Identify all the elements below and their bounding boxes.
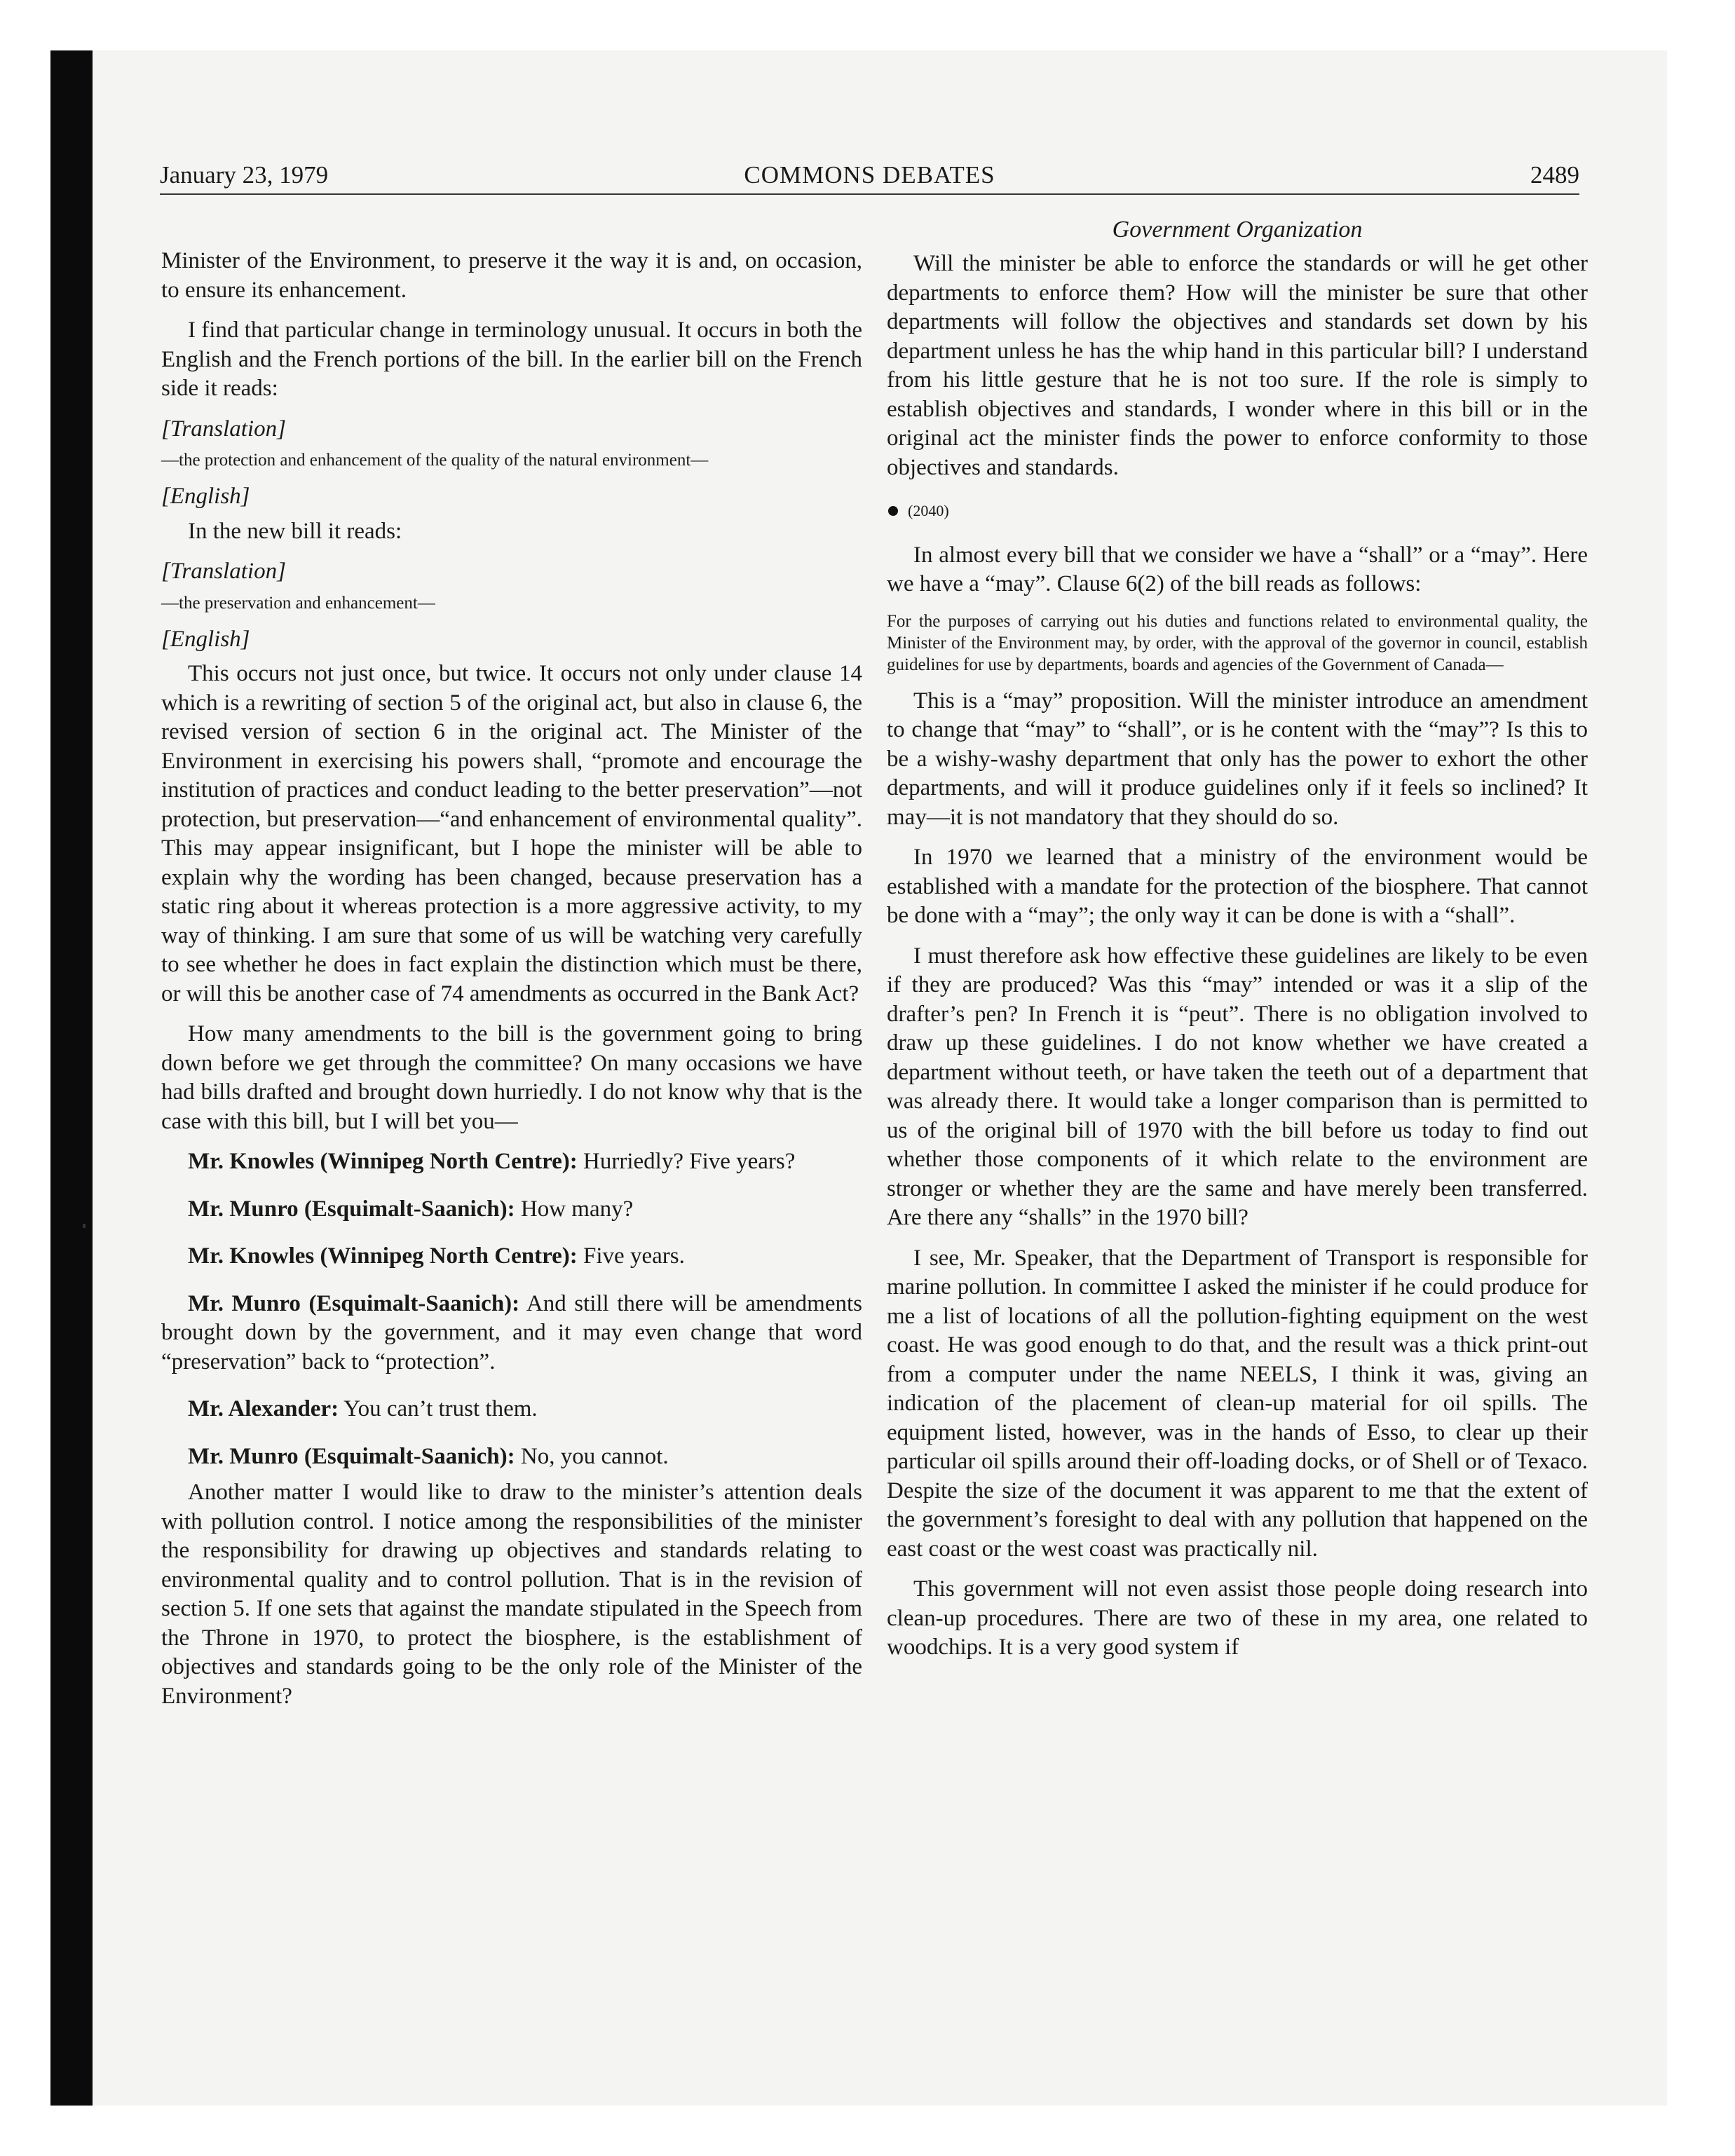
speaker-name: Mr. Knowles (Winnipeg North Centre): (188, 1149, 578, 1174)
paragraph: Minister of the Environment, to preserve it the way it is and, on occasion, to ensure its enhancement. (161, 248, 862, 303)
page-header (160, 160, 1579, 195)
paragraph: How many amendments to the bill is the government going to bring down before we get through the committee? On many occasions we have had bills drafted and brought down hurriedly. I do not know why that is the case with this bill, but I will bet you— (161, 1021, 862, 1134)
speaker-text: And still there will be amendments brought down by the government, and it may even change that word “preservation” back to “protection”. (161, 1290, 862, 1374)
speaker-name: Mr. Munro (Esquimalt-Saanich): (188, 1196, 515, 1222)
time-marker (888, 496, 1588, 526)
paragraph: Will the minister be able to enforce the standards or will he get other departments to enforce them? How will the minister be sure that other departments will follow the objectives and standards set down by his department unless he has the whip hand in this particular bill? I understand from his little gesture that he is not too sure. If the role is simply to establish objectives and standards, I wonder where in this bill or in the original act the minister finds the power to enforce conformity to those objectives and standards. (887, 251, 1588, 480)
right-column (887, 214, 1588, 1674)
time-marker-text: (2040) (908, 502, 949, 519)
speaker-text: How many? (520, 1196, 634, 1222)
quoted-text: For the purposes of carrying out his duties and functions related to environmental quality, the Minister of the Environment may, by order, with the approval of the governor in council, establish guidelines for use by departments, boards and agencies of the Government of Canada— (887, 611, 1588, 674)
quoted-text: —the protection and enhancement of the quality of the natural environment— (161, 451, 709, 470)
paragraph: This is a “may” proposition. Will the minister introduce an amendment to change that “may” to “shall”, or is he content with the “may”? Is this to be a wishy-washy department that only has the power to exhort the other departments, and will it produce guidelines only if it feels so inclined? It may—it is not mandatory that they should do so. (887, 688, 1588, 830)
speaker-text: You can’t trust them. (343, 1396, 538, 1421)
scan-binding-edge (50, 50, 93, 2106)
paragraph: I see, Mr. Speaker, that the Department of Transport is responsible for marine pollution. In committee I asked the minister if he could produce for me a list of locations of all the pollution-fighting equipment on the west coast. He was good enough to do that, and the result was a thick print-out from a computer under the name NEELS, I think it was, giving an indication of the placement of clean-up material for oil spills. The equipment listed, however, was in the hands of Esso, to clear up their particular oil spills around their off-loading docks, or of Shell or of Texaco. Despite the size of the document it was apparent to me that the extent of the government’s foresight to deal with any pollution that happened on the east coast or the west coast was practically nil. (887, 1245, 1588, 1562)
speaker-name: Mr. Munro (Esquimalt-Saanich): (188, 1443, 515, 1469)
scan-artifact (83, 1224, 86, 1228)
section-heading: Government Organization (1112, 217, 1363, 243)
speaker-text: Five years. (583, 1243, 685, 1269)
speaker-entry (161, 1242, 862, 1271)
language-label: [English] (161, 626, 250, 652)
header-date: January 23, 1979 (160, 161, 329, 189)
bullet-icon (888, 506, 898, 516)
language-label: [English] (161, 484, 250, 509)
speaker-name: Mr. Munro (Esquimalt-Saanich): (188, 1290, 520, 1316)
speaker-text: Hurriedly? Five years? (583, 1149, 796, 1174)
language-label: [Translation] (161, 559, 286, 584)
language-label: [Translation] (161, 416, 286, 442)
paragraph: Another matter I would like to draw to the minister’s attention deals with pollution control. I notice among the responsibilities of the minister the responsibility for drawing up objectives and standards relating to environmental quality and to control pollution. That is in the revision of section 5. If one sets that against the mandate stipulated in the Speech from the Throne in 1970, to protect the biosphere, is the establishment of objectives and standards going to be the only role of the Minister of the Environment? (161, 1480, 862, 1709)
speaker-entry (161, 1147, 862, 1177)
speaker-name: Mr. Alexander: (188, 1396, 339, 1421)
paragraph: This government will not even assist those people doing research into clean-up procedures. There are two of these in my area, one related to woodchips. It is a very good system if (887, 1576, 1588, 1660)
left-column (161, 247, 862, 1722)
header-title: COMMONS DEBATES (744, 161, 995, 189)
speaker-entry (161, 1290, 862, 1377)
paragraph: In the new bill it reads: (188, 518, 402, 544)
paragraph: I must therefore ask how effective these guidelines are likely to be even if they are produced? Was this “may” intended or was it a slip of the drafter’s pen? In French it is “peut”. There is no obligation involved to draw up these guidelines. I do not know whether we have created a department without teeth, or have taken the teeth out of a department that was already there. It would take a longer comparison than is permitted to us of the original bill of 1970 with the bill before us today to find out whether those components of it which relate to the environment are stronger or whether they are the same and have merely been transferred. Are there any “shalls” in the 1970 bill? (887, 943, 1588, 1230)
page-number: 2489 (1530, 161, 1579, 189)
speaker-entry (161, 1195, 862, 1224)
speaker-entry (161, 1442, 862, 1472)
speaker-text: No, you cannot. (520, 1443, 669, 1469)
speaker-name: Mr. Knowles (Winnipeg North Centre): (188, 1243, 578, 1269)
speaker-entry (161, 1395, 862, 1424)
paragraph: In almost every bill that we consider we have a “shall” or a “may”. Here we have a “may”. Clause 6(2) of the bill reads as follows: (887, 542, 1588, 596)
quoted-text: —the preservation and enhancement— (161, 593, 435, 613)
paragraph: I find that particular change in terminology unusual. It occurs in both the English and the French portions of the bill. In the earlier bill on the French side it reads: (161, 318, 862, 401)
paragraph: This occurs not just once, but twice. It occurs not only under clause 14 which is a rewriting of section 5 of the original act, but also in clause 6, the revised version of section 6 in the original act. The Minister of the Environment in exercising his powers shall, “promote and encourage the institution of practices and conduct leading to the better preservation”—not protection, but preservation—“and enhancement of environmental quality”. This may appear insignificant, but I hope the minister will be able to explain why the wording has been changed, because preservation has a static ring about it whereas protection is a more aggressive activity, to my way of thinking. I am sure that some of us will be watching very carefully to see whether he does in fact explain the distinction which must be there, or will this be another case of 74 amendments as occurred in the Bank Act? (161, 661, 862, 1007)
paragraph: In 1970 we learned that a ministry of the environment would be established with a mandate for the protection of the biosphere. That cannot be done with a “may”; the only way it can be done is with a “shall”. (887, 845, 1588, 928)
